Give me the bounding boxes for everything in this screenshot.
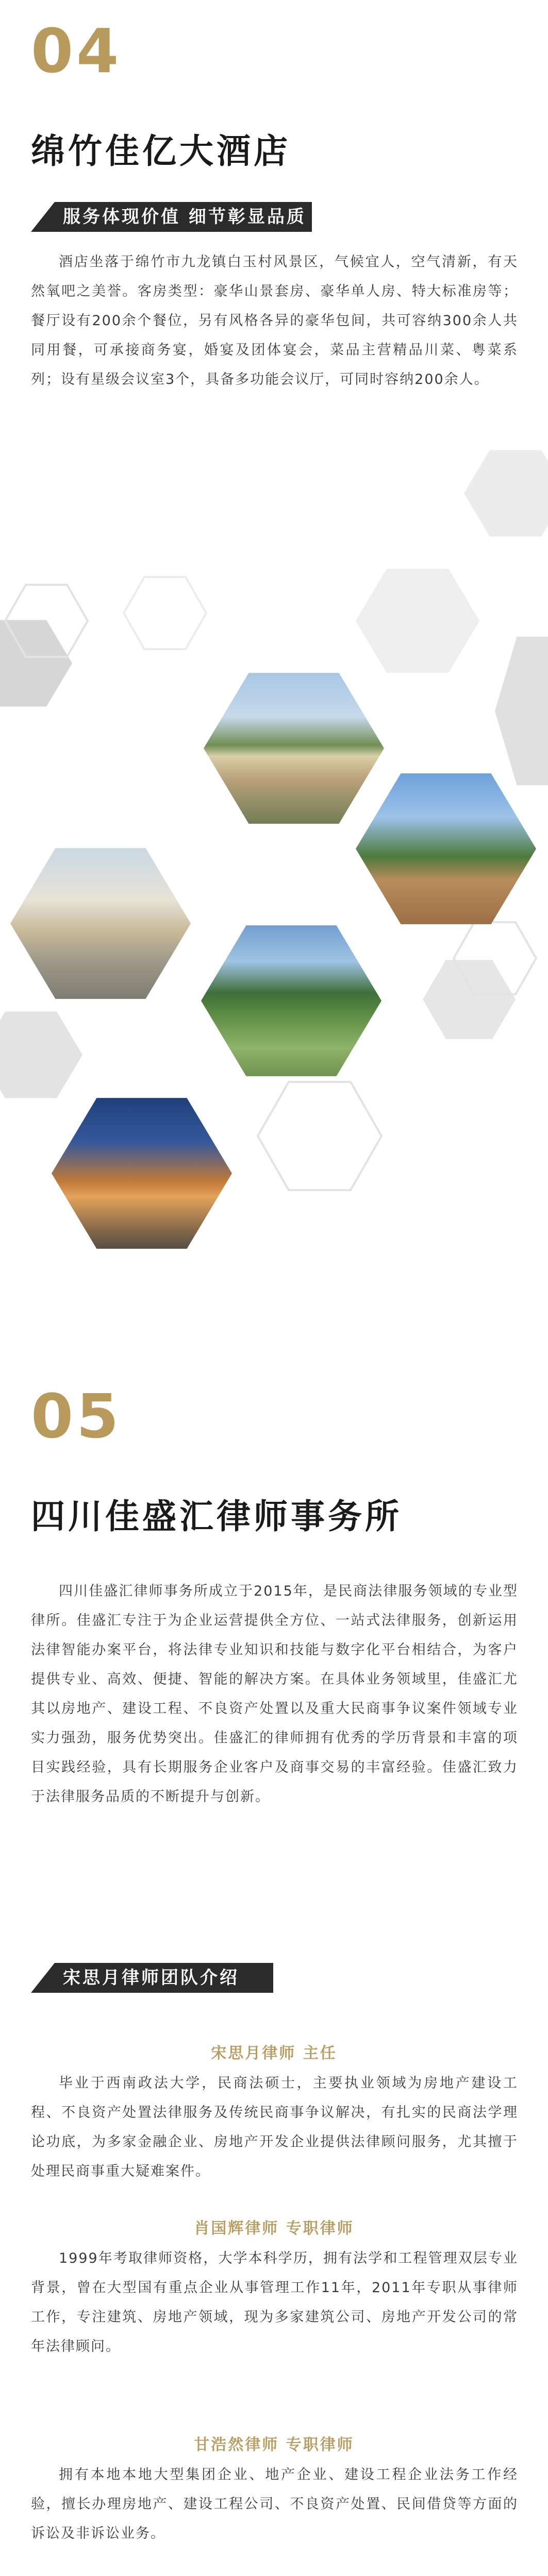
hotel-slogan-banner: 服务体现价值 细节彰显品质	[31, 202, 312, 232]
lawyer-desc-3: 拥有本地本地大型集团企业、地产企业、建设工程企业法务工作经验，擅长办理房地产、建设工程公司、不良资产处置、民间借贷等方面的诉讼及非诉讼业务。	[31, 2467, 518, 2541]
hotel-description: 酒店坐落于绵竹市九龙镇白玉村风景区，气候宜人，空气清新，有天然氧吧之美誉。客房类型：豪华山景套房、豪华单人房、特大标准房等；餐厅设有200余个餐位，另有风格各异的豪华包间，共可容纳300余人共同用餐，可承接商务宴，婚宴及团体宴会，菜品主营精品川菜、粤菜系列；设有星级会议室3个，具备多功能会议厅，可同时容纳200余人。	[31, 254, 518, 387]
team-intro-banner: 宋思月律师团队介绍	[31, 1963, 273, 1993]
lawyer-title-3: 甘浩然律师 专职律师	[194, 2436, 354, 2454]
lawyer-title-1: 宋思月律师 主任	[211, 2044, 337, 2062]
lawyer-title-2: 肖国辉律师 专职律师	[194, 2219, 354, 2238]
lawyer-desc-1: 毕业于西南政法大学，民商法硕士，主要执业领域为房地产建设工程、不良资产处置法律服务及传统民商事争议解决，有扎实的民商法学理论功底，为多家金融企业、房地产开发企业提供法律顾问服务，尤其擅于处理民商事重大疑难案件。	[31, 2075, 518, 2179]
lawyer-desc-2: 1999年考取律师资格，大学本科学历，拥有法学和工程管理双层专业背景，曾在大型国有重点企业从事管理工作11年，2011年专职从事律师工作，专注建筑、房地产领域，现为多家建筑公司、房地产开发公司的常年法律顾问。	[31, 2250, 518, 2354]
section-number-05: 05	[31, 1381, 122, 1452]
section-number-04: 04	[31, 15, 122, 87]
law-firm-description: 四川佳盛汇律师事务所成立于2015年，是民商法律服务领域的专业型律所。佳盛汇专注于为企业运营提供全方位、一站式法律服务，创新运用法律智能办案平台，将法律专业知识和技能与数字化平台相结合，为客户提供专业、高效、便捷、智能的解决方案。在具体业务领域里，佳盛汇尤其以房地产、建设工程、不良资产处置以及重大民商事争议案件领域专业实力强劲，服务优势突出。佳盛汇的律师拥有优秀的学历背景和丰富的项目实践经验，具有长期服务企业客户及商事交易的丰富经验。佳盛汇致力于法律服务品质的不断提升与创新。	[31, 1583, 518, 1805]
law-firm-title: 四川佳盛汇律师事务所	[31, 1497, 402, 1536]
hotel-title: 绵竹佳亿大酒店	[31, 131, 291, 171]
